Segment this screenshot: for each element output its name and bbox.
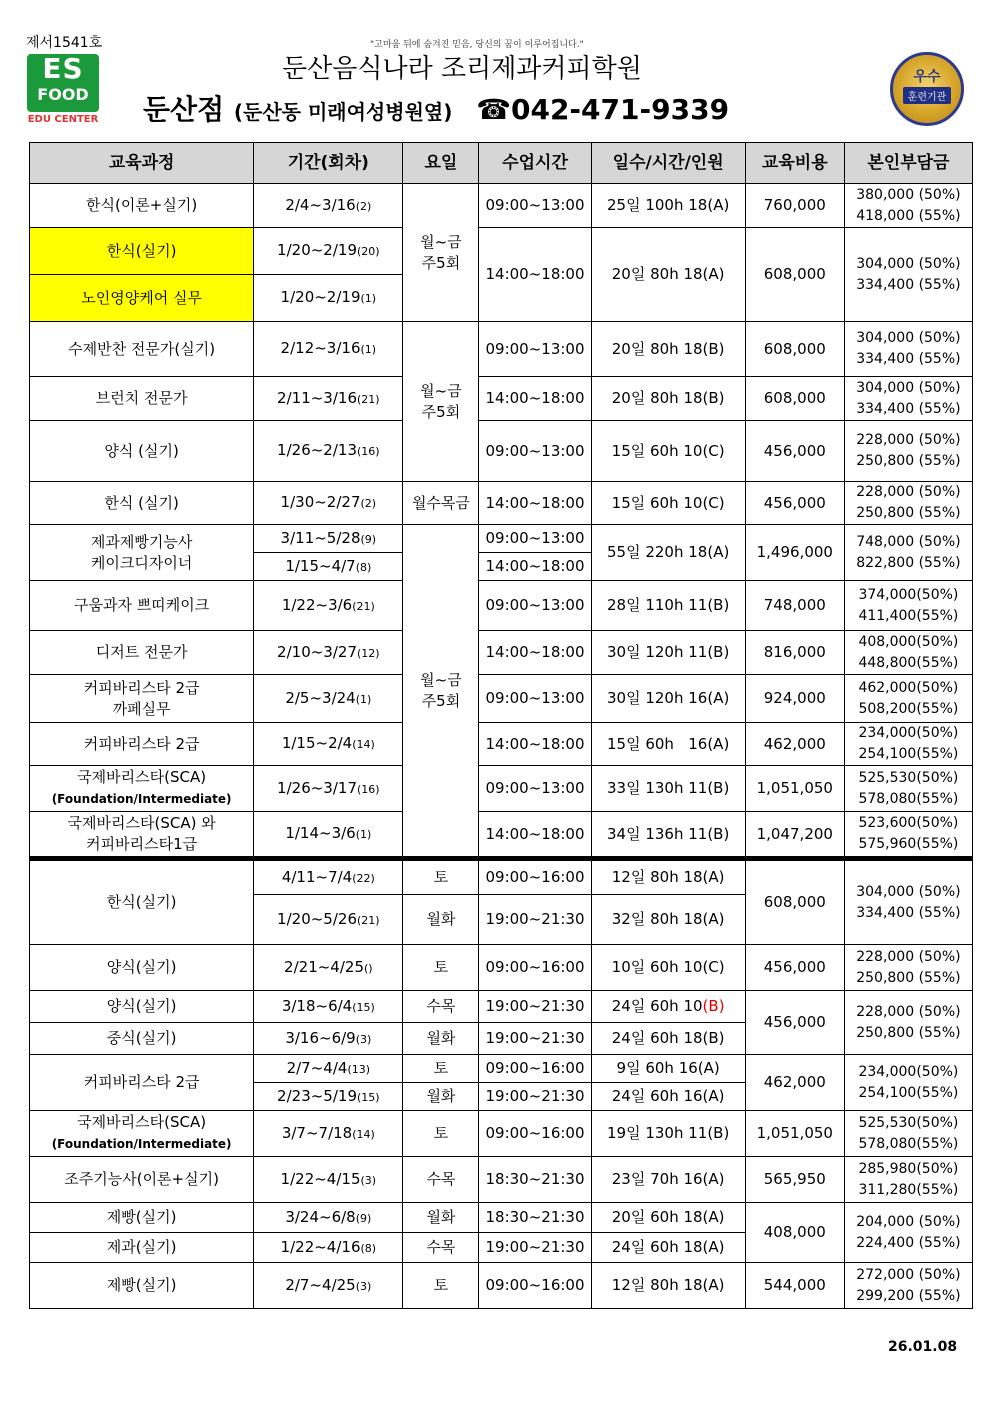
column-header: 일수/시간/인원: [591, 143, 745, 184]
table-row: [30, 1111, 973, 1157]
self-pay: 228,000 (50%) 250,800 (55%): [844, 421, 972, 482]
footer-date: 26.01.08: [888, 1339, 958, 1355]
course-name: 수제반찬 전문가(실기): [30, 322, 254, 377]
days-hours-people: 10일 60h 10(C): [591, 945, 745, 991]
tuition-cost: 608,000: [745, 377, 844, 421]
class-time: 19:00~21:30: [479, 1023, 591, 1055]
course-name: 제과(실기): [30, 1233, 254, 1263]
period: 1/22~4/16(8): [254, 1233, 403, 1263]
weekday-cell: 월~금 주5회: [403, 184, 479, 322]
table-row: [30, 991, 973, 1023]
period: 2/23~5/19(15): [254, 1083, 403, 1111]
weekday-cell: 수목: [403, 1233, 479, 1263]
weekday-cell: 월수목금: [403, 482, 479, 525]
class-time: 09:00~13:00: [479, 184, 591, 228]
period: 1/15~4/7(8): [254, 553, 403, 581]
course-name: 제과제빵기능사 케이크디자이너: [30, 525, 254, 581]
weekday-cell: 수목: [403, 1157, 479, 1203]
days-hours-people: 25일 100h 18(A): [591, 184, 745, 228]
course-name: 노인영양케어 실무: [30, 275, 254, 322]
academy-title: 둔산음식나라 조리제과커피학원: [282, 54, 642, 84]
tuition-cost: 462,000: [745, 723, 844, 766]
self-pay: 408,000(50%) 448,800(55%): [844, 631, 972, 675]
course-name: 조주기능사(이론+실기): [30, 1157, 254, 1203]
course-name: 제빵(실기): [30, 1263, 254, 1309]
self-pay: 234,000(50%) 254,100(55%): [844, 723, 972, 766]
course-name: 커피바리스타 2급: [30, 1055, 254, 1111]
self-pay: 525,530(50%) 578,080(55%): [844, 1111, 972, 1157]
course-name: 국제바리스타(SCA) (Foundation/Intermediate): [30, 1111, 254, 1157]
class-time: 09:00~16:00: [479, 1111, 591, 1157]
table-row: [30, 812, 973, 859]
period: 1/26~2/13(16): [254, 421, 403, 482]
period: 3/18~6/4(15): [254, 991, 403, 1023]
self-pay: 228,000 (50%) 250,800 (55%): [844, 482, 972, 525]
period: 1/14~3/6(1): [254, 812, 403, 859]
class-time: 09:00~13:00: [479, 322, 591, 377]
period: 3/24~6/8(9): [254, 1203, 403, 1233]
days-hours-people: 9일 60h 16(A): [591, 1055, 745, 1083]
table-row: [30, 1263, 973, 1309]
slogan: "고마움 뒤에 숨겨진 믿음, 당신의 꿈이 이루어집니다.": [370, 40, 584, 50]
self-pay: 304,000 (50%) 334,400 (55%): [844, 377, 972, 421]
tuition-cost: 456,000: [745, 991, 844, 1055]
self-pay: 304,000 (50%) 334,400 (55%): [844, 228, 972, 322]
class-time: 19:00~21:30: [479, 991, 591, 1023]
tuition-cost: 1,047,200: [745, 812, 844, 859]
weekday-cell: 수목: [403, 991, 479, 1023]
table-row: [30, 675, 973, 723]
weekday-cell: 월~금 주5회: [403, 525, 479, 859]
period: 2/21~4/25(): [254, 945, 403, 991]
period: 3/16~6/9(3): [254, 1023, 403, 1055]
table-row: [30, 184, 973, 228]
weekday-cell: 토: [403, 1111, 479, 1157]
period: 4/11~7/4(22): [254, 859, 403, 895]
self-pay: 272,000 (50%) 299,200 (55%): [844, 1263, 972, 1309]
course-name: 양식(실기): [30, 991, 254, 1023]
tuition-cost: 1,051,050: [745, 766, 844, 812]
column-header: 교육비용: [745, 143, 844, 184]
days-hours-people: 15일 60h 10(C): [591, 421, 745, 482]
class-time: 18:30~21:30: [479, 1203, 591, 1233]
class-time: 09:00~16:00: [479, 1055, 591, 1083]
period: 1/30~2/27(2): [254, 482, 403, 525]
weekday-cell: 월화: [403, 1083, 479, 1111]
table-row: [30, 766, 973, 812]
period: 2/12~3/16(1): [254, 322, 403, 377]
excellent-training-badge-icon: [890, 52, 964, 126]
days-hours-people: 20일 80h 18(B): [591, 322, 745, 377]
self-pay: 374,000(50%) 411,400(55%): [844, 581, 972, 631]
table-header-row: [30, 143, 973, 184]
weekday-cell: 월화: [403, 1203, 479, 1233]
document-number: 제서1541호: [26, 35, 103, 51]
table-row: [30, 1203, 973, 1233]
class-time: 14:00~18:00: [479, 723, 591, 766]
days-hours-people: 20일 60h 18(A): [591, 1203, 745, 1233]
tuition-cost: 544,000: [745, 1263, 844, 1309]
self-pay: 525,530(50%) 578,080(55%): [844, 766, 972, 812]
period: 3/11~5/28(9): [254, 525, 403, 553]
tuition-cost: 456,000: [745, 482, 844, 525]
period: 1/22~4/15(3): [254, 1157, 403, 1203]
days-hours-people: 30일 120h 16(A): [591, 675, 745, 723]
course-name: 국제바리스타(SCA) (Foundation/Intermediate): [30, 766, 254, 812]
period: 2/7~4/25(3): [254, 1263, 403, 1309]
period: 2/7~4/4(13): [254, 1055, 403, 1083]
days-hours-people: 20일 80h 18(B): [591, 377, 745, 421]
course-name: 한식 (실기): [30, 482, 254, 525]
period: 1/20~2/19(20): [254, 228, 403, 275]
course-name: 중식(실기): [30, 1023, 254, 1055]
days-hours-people: 55일 220h 18(A): [591, 525, 745, 581]
table-row: [30, 945, 973, 991]
weekday-cell: 월~금 주5회: [403, 322, 479, 482]
column-header: 본인부담금: [844, 143, 972, 184]
period: 2/5~3/24(1): [254, 675, 403, 723]
self-pay: 228,000 (50%) 250,800 (55%): [844, 945, 972, 991]
tuition-cost: 456,000: [745, 945, 844, 991]
weekday-cell: 토: [403, 945, 479, 991]
logo-edu-text: EDU CENTER: [27, 114, 99, 125]
period: 1/20~2/19(1): [254, 275, 403, 322]
class-time: 14:00~18:00: [479, 377, 591, 421]
column-header: 수업시간: [479, 143, 591, 184]
table-row: [30, 723, 973, 766]
days-hours-people: 24일 60h 18(B): [591, 1023, 745, 1055]
badge-main-text: 우수: [913, 69, 941, 85]
class-time: 09:00~13:00: [479, 421, 591, 482]
tuition-cost: 1,496,000: [745, 525, 844, 581]
days-hours-people: 12일 80h 18(A): [591, 1263, 745, 1309]
days-hours-people: 24일 60h 16(A): [591, 1083, 745, 1111]
course-schedule-table: [29, 142, 973, 1309]
days-hours-people: 20일 80h 18(A): [591, 228, 745, 322]
self-pay: 285,980(50%) 311,280(55%): [844, 1157, 972, 1203]
days-hours-people: 19일 130h 11(B): [591, 1111, 745, 1157]
class-time: 19:00~21:30: [479, 1083, 591, 1111]
self-pay: 304,000 (50%) 334,400 (55%): [844, 322, 972, 377]
class-time: 14:00~18:00: [479, 228, 591, 322]
class-time: 18:30~21:30: [479, 1157, 591, 1203]
branch-location: (둔산동 미래여성병원옆): [233, 100, 453, 124]
days-hours-people: 33일 130h 11(B): [591, 766, 745, 812]
table-row: [30, 581, 973, 631]
course-name: 구움과자 쁘띠케이크: [30, 581, 254, 631]
class-time: 09:00~13:00: [479, 581, 591, 631]
tuition-cost: 924,000: [745, 675, 844, 723]
table-row: [30, 322, 973, 377]
course-name: 디저트 전문가: [30, 631, 254, 675]
tuition-cost: 816,000: [745, 631, 844, 675]
table-row: [30, 1055, 973, 1083]
days-hours-people: 24일 60h 18(A): [591, 1233, 745, 1263]
days-hours-people: 34일 136h 11(B): [591, 812, 745, 859]
class-time: 09:00~16:00: [479, 859, 591, 895]
weekday-cell: 토: [403, 859, 479, 895]
period: 1/20~5/26(21): [254, 895, 403, 945]
tuition-cost: 608,000: [745, 859, 844, 945]
course-name: 제빵(실기): [30, 1203, 254, 1233]
days-hours-people: 32일 80h 18(A): [591, 895, 745, 945]
days-hours-people: 23일 70h 16(A): [591, 1157, 745, 1203]
days-hours-people: 15일 60h 10(C): [591, 482, 745, 525]
table-row: [30, 421, 973, 482]
self-pay: 380,000 (50%) 418,000 (55%): [844, 184, 972, 228]
course-name: 브런치 전문가: [30, 377, 254, 421]
days-hours-people: 24일 60h 10(B): [591, 991, 745, 1023]
table-row: [30, 377, 973, 421]
tuition-cost: 608,000: [745, 228, 844, 322]
table-row: [30, 228, 973, 275]
self-pay: 228,000 (50%) 250,800 (55%): [844, 991, 972, 1055]
class-time: 09:00~13:00: [479, 766, 591, 812]
class-time: 19:00~21:30: [479, 895, 591, 945]
tuition-cost: 1,051,050: [745, 1111, 844, 1157]
class-time: 09:00~16:00: [479, 1263, 591, 1309]
tuition-cost: 462,000: [745, 1055, 844, 1111]
tuition-cost: 456,000: [745, 421, 844, 482]
course-name: 커피바리스타 2급: [30, 723, 254, 766]
course-name: 양식(실기): [30, 945, 254, 991]
class-time: 19:00~21:30: [479, 1233, 591, 1263]
logo-es-text: ES: [42, 52, 84, 85]
period: 3/7~7/18(14): [254, 1111, 403, 1157]
class-time: 09:00~13:00: [479, 525, 591, 553]
tuition-cost: 565,950: [745, 1157, 844, 1203]
table-row: [30, 482, 973, 525]
period: 1/26~3/17(16): [254, 766, 403, 812]
course-name: 국제바리스타(SCA) 와 커피바리스타1급: [30, 812, 254, 859]
self-pay: 462,000(50%) 508,200(55%): [844, 675, 972, 723]
branch-name: 둔산점: [143, 93, 225, 126]
tuition-cost: 608,000: [745, 322, 844, 377]
table-row: [30, 859, 973, 895]
class-time: 14:00~18:00: [479, 553, 591, 581]
weekday-cell: 토: [403, 1263, 479, 1309]
table-row: [30, 1157, 973, 1203]
self-pay: 204,000 (50%) 224,400 (55%): [844, 1203, 972, 1263]
logo-food-text: FOOD: [37, 85, 89, 104]
course-name: 커피바리스타 2급 까페실무: [30, 675, 254, 723]
branch-line: [143, 88, 729, 128]
badge-sub-text: 훈련기관: [903, 87, 952, 104]
days-hours-people: 28일 110h 11(B): [591, 581, 745, 631]
days-hours-people: 30일 120h 11(B): [591, 631, 745, 675]
weekday-cell: 월화: [403, 1023, 479, 1055]
course-name: 한식(실기): [30, 859, 254, 945]
course-name: 양식 (실기): [30, 421, 254, 482]
table-row: [30, 631, 973, 675]
course-name: 한식(이론+실기): [30, 184, 254, 228]
self-pay: 234,000(50%) 254,100(55%): [844, 1055, 972, 1111]
period: 1/22~3/6(21): [254, 581, 403, 631]
table-row: [30, 525, 973, 553]
column-header: 기간(회차): [254, 143, 403, 184]
class-time: 09:00~16:00: [479, 945, 591, 991]
class-time: 14:00~18:00: [479, 482, 591, 525]
column-header: 교육과정: [30, 143, 254, 184]
class-time: 14:00~18:00: [479, 812, 591, 859]
self-pay: 748,000 (50%) 822,800 (55%): [844, 525, 972, 581]
class-time: 14:00~18:00: [479, 631, 591, 675]
weekday-cell: 월화: [403, 895, 479, 945]
period: 1/15~2/4(14): [254, 723, 403, 766]
tuition-cost: 760,000: [745, 184, 844, 228]
self-pay: 304,000 (50%) 334,400 (55%): [844, 859, 972, 945]
period: 2/10~3/27(12): [254, 631, 403, 675]
weekday-cell: 토: [403, 1055, 479, 1083]
tuition-cost: 408,000: [745, 1203, 844, 1263]
course-name: 한식(실기): [30, 228, 254, 275]
self-pay: 523,600(50%) 575,960(55%): [844, 812, 972, 859]
days-hours-people: 12일 80h 18(A): [591, 859, 745, 895]
class-time: 09:00~13:00: [479, 675, 591, 723]
period: 2/11~3/16(21): [254, 377, 403, 421]
period: 2/4~3/16(2): [254, 184, 403, 228]
days-hours-people: 15일 60h 16(A): [591, 723, 745, 766]
column-header: 요일: [403, 143, 479, 184]
tuition-cost: 748,000: [745, 581, 844, 631]
es-food-logo: [27, 54, 99, 130]
phone-number: ☎042-471-9339: [476, 93, 730, 126]
